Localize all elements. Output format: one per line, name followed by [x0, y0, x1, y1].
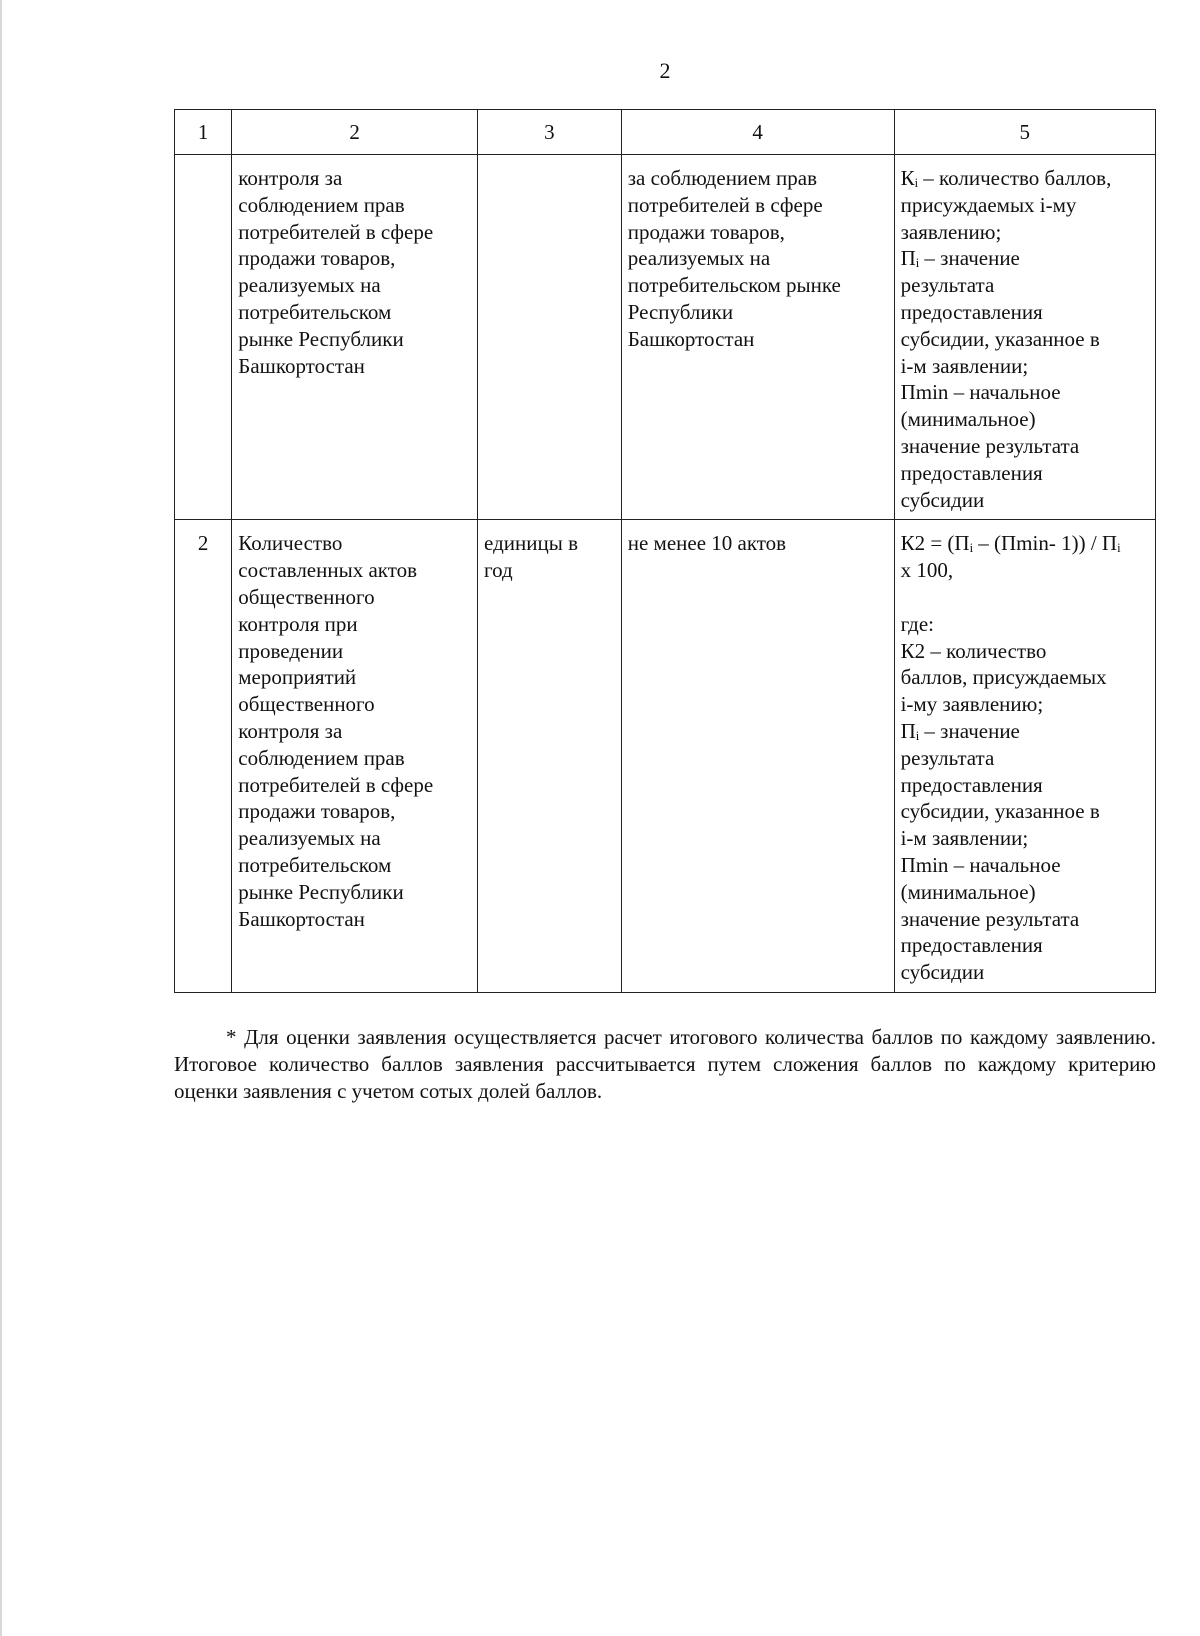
value-cell: не менее 10 актов	[621, 520, 894, 993]
row-number-cell: 2	[175, 520, 232, 993]
header-cell: 1	[175, 110, 232, 155]
criterion-cell: Количество составленных актов общественного контроля при проведении мероприятий общественного контроля за соблюдением прав потребителей в сфере продажи товаров, реализуемых на потребительском рынке Республики Башкортостан	[232, 520, 478, 993]
unit-cell	[478, 155, 622, 520]
page-number: 2	[659, 58, 671, 83]
header-cell: 5	[894, 110, 1155, 155]
criteria-table	[174, 109, 1156, 993]
table-row	[175, 155, 1156, 520]
header-cell: 3	[478, 110, 622, 155]
formula-cell: Кᵢ – количество баллов, присуждаемых i-му заявлению; Пᵢ – значение результата предоставления субсидии, указанное в i-м заявлении; Пmin – начальное (минимальное) значение результата предоставления субсидии	[894, 155, 1155, 520]
row-number-cell	[175, 155, 232, 520]
header-cell: 2	[232, 110, 478, 155]
value-cell: за соблюдением прав потребителей в сфере продажи товаров, реализуемых на потребительском рынке Республики Башкортостан	[621, 155, 894, 520]
scan-edge	[0, 0, 2, 1636]
formula-cell: К2 = (Пᵢ – (Пmin- 1)) / Пᵢ x 100, где: К2 – количество баллов, присуждаемых i-му заявлению; Пᵢ – значение результата предоставления субсидии, указанное в i-м заявлении; Пmin – начальное (минимальное) значение результата предоставления субсидии	[894, 520, 1155, 993]
table-header-row	[175, 110, 1156, 155]
table-row	[175, 520, 1156, 993]
footnote: * Для оценки заявления осуществляется расчет итогового количества баллов по каждому заявлению. Итоговое количество баллов заявления рассчитывается путем сложения баллов по каждому критерию оценки заявления с учетом сотых долей баллов.	[174, 1025, 1156, 1103]
unit-cell: единицы в год	[478, 520, 622, 993]
header-cell: 4	[621, 110, 894, 155]
criterion-cell: контроля за соблюдением прав потребителей в сфере продажи товаров, реализуемых на потребительском рынке Республики Башкортостан	[232, 155, 478, 520]
